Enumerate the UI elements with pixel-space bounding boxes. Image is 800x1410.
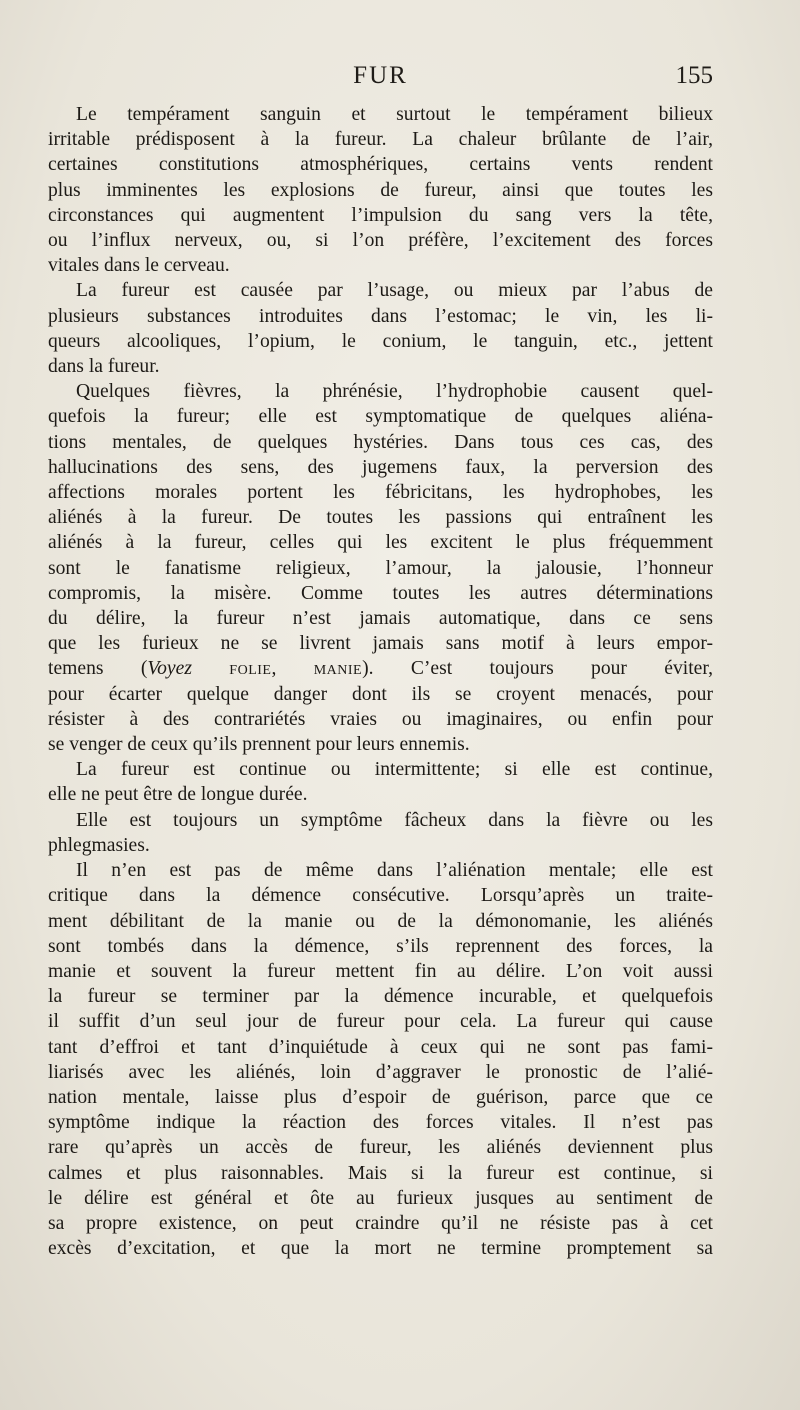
text-line: plusieurs substances introduites dans l’estomac; le vin, les li- xyxy=(48,305,713,327)
text-line: Elle est toujours un symptôme fâcheux dans la fièvre ou les xyxy=(76,809,713,831)
text-line: certaines constitutions atmosphériques, certains vents rendent xyxy=(48,154,713,176)
text-line: vitales dans le cerveau. xyxy=(48,255,230,277)
text-line: plus imminentes les explosions de fureur, ainsi que toutes les xyxy=(48,179,713,201)
paragraph-6 xyxy=(48,858,713,1261)
text-line: dans la fureur. xyxy=(48,356,160,378)
voyez-italic: Voyez xyxy=(147,658,192,680)
text-line-cross-reference xyxy=(48,656,713,681)
text-line: la fureur se terminer par la démence incurable, et quelquefois xyxy=(48,986,713,1008)
cross-reference-folie: folie xyxy=(229,658,272,680)
text-line: que les furieux ne se livrent jamais sans motif à leurs empor- xyxy=(48,633,713,655)
text-line: il suffit d’un seul jour de fureur pour cela. La fureur qui cause xyxy=(48,1011,713,1033)
text-line: ment débilitant de la manie ou de la démonomanie, les aliénés xyxy=(48,910,713,932)
text-line: liarisés avec les aliénés, loin d’aggraver le pronostic de l’alié- xyxy=(48,1061,713,1083)
text-line: excès d’excitation, et que la mort ne termine promptement sa xyxy=(48,1238,713,1260)
text-line: Il n’en est pas de même dans l’aliénation mentale; elle est xyxy=(76,860,713,882)
text-line: circonstances qui augmentent l’impulsion du sang vers la tête, xyxy=(48,204,713,226)
paragraph-2 xyxy=(48,278,713,379)
text-line: affections morales portent les fébricitans, les hydrophobes, les xyxy=(48,482,713,504)
text-line: manie et souvent la fureur mettent fin au délire. L’on voit aussi xyxy=(48,960,713,982)
text-line: se venger de ceux qu’ils prennent pour leurs ennemis. xyxy=(48,734,470,756)
text-fragment: ). C’est toujours pour éviter, xyxy=(362,658,713,680)
text-line: compromis, la misère. Comme toutes les autres déterminations xyxy=(48,582,713,604)
paragraph-3 xyxy=(48,379,713,757)
text-line: sa propre existence, on peut craindre qu’il ne résiste pas à cet xyxy=(48,1212,713,1234)
text-line: pour écarter quelque danger dont ils se croyent menacés, pour xyxy=(48,683,713,705)
text-line: elle ne peut être de longue durée. xyxy=(48,784,308,806)
paragraph-1 xyxy=(48,102,713,278)
text-line: rare qu’après un accès de fureur, les aliénés deviennent plus xyxy=(48,1137,713,1159)
text-line: aliénés à la fureur, celles qui les excitent le plus fréquemment xyxy=(48,532,713,554)
text-line: tions mentales, de quelques hystéries. Dans tous ces cas, des xyxy=(48,431,713,453)
page-number: 155 xyxy=(675,62,713,89)
text-line: calmes et plus raisonnables. Mais si la fureur est continue, si xyxy=(48,1162,713,1184)
text-line: critique dans la démence consécutive. Lorsqu’après un traite- xyxy=(48,885,713,907)
page-header xyxy=(48,62,713,98)
text-line: irritable prédisposent à la fureur. La chaleur brûlante de l’air, xyxy=(48,129,713,151)
text-line: aliénés à la fureur. De toutes les passions qui entraînent les xyxy=(48,507,713,529)
cross-reference-manie: manie xyxy=(313,658,363,680)
body-text xyxy=(48,102,713,1261)
text-line: queurs alcooliques, l’opium, le conium, le tanguin, etc., jettent xyxy=(48,330,713,352)
paragraph-5 xyxy=(48,808,713,858)
text-line: Quelques fièvres, la phrénésie, l’hydrophobie causent quel- xyxy=(76,381,713,403)
text-line: sont le fanatisme religieux, l’amour, la jalousie, l’honneur xyxy=(48,557,713,579)
text-line: symptôme indique la réaction des forces vitales. Il n’est pas xyxy=(48,1112,713,1134)
text-line: hallucinations des sens, des jugemens faux, la perversion des xyxy=(48,456,713,478)
text-line: La fureur est continue ou intermittente; si elle est continue, xyxy=(76,759,713,781)
paragraph-4 xyxy=(48,757,713,807)
text-line: le délire est général et ôte au furieux jusques au sentiment de xyxy=(48,1187,713,1209)
text-fragment: temens ( xyxy=(48,658,148,680)
text-line: La fureur est causée par l’usage, ou mieux par l’abus de xyxy=(76,280,713,302)
text-line: ou l’influx nerveux, ou, si l’on préfère, l’excitement des forces xyxy=(48,230,713,252)
text-line: sont tombés dans la démence, s’ils reprennent des forces, la xyxy=(48,935,713,957)
text-line: nation mentale, laisse plus d’espoir de guérison, parce que ce xyxy=(48,1086,713,1108)
text-line: phlegmasies. xyxy=(48,834,150,856)
text-line: Le tempérament sanguin et surtout le tempérament bilieux xyxy=(76,104,713,125)
text-fragment: , xyxy=(271,658,314,680)
running-head: FUR xyxy=(353,62,408,89)
text-line: du délire, la fureur n’est jamais automatique, dans ce sens xyxy=(48,608,713,630)
text-line: résister à des contrariétés vraies ou imaginaires, ou enfin pour xyxy=(48,708,713,730)
text-line: tant d’effroi et tant d’inquiétude à ceux qui ne sont pas fami- xyxy=(48,1036,713,1058)
text-line: quefois la fureur; elle est symptomatique de quelques aliéna- xyxy=(48,406,713,428)
